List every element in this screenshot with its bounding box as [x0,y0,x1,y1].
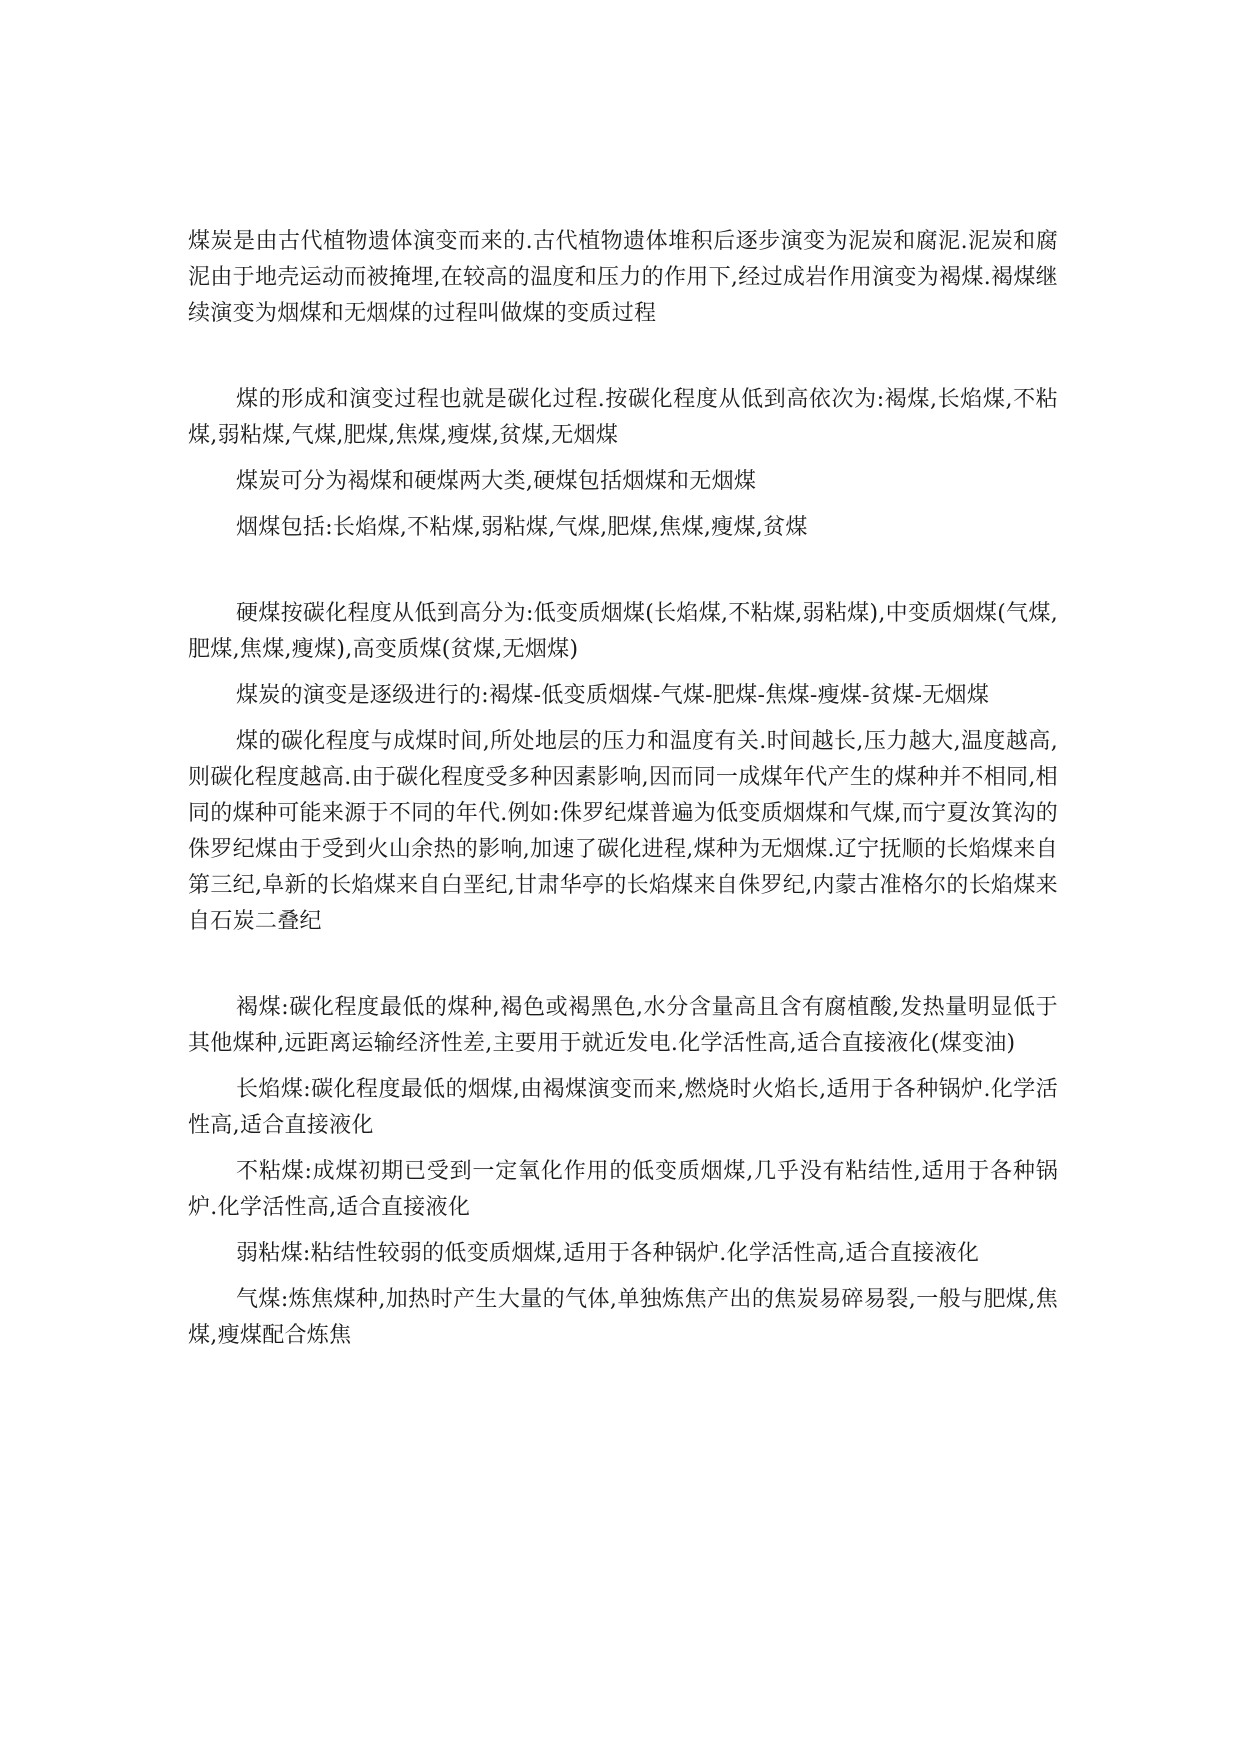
paragraph-carbonization-order: 煤的形成和演变过程也就是碳化过程.按碳化程度从低到高依次为:褐煤,长焰煤,不粘煤,弱粘煤,气煤,肥煤,焦煤,瘦煤,贫煤,无烟煤 [188,387,1058,448]
document-body [188,224,1058,1354]
paragraph-weak-caking-coal: 弱粘煤:粘结性较弱的低变质烟煤,适用于各种锅炉.化学活性高,适合直接液化 [236,1241,980,1266]
paragraph-coal-categories: 煤炭可分为褐煤和硬煤两大类,硬煤包括烟煤和无烟煤 [236,469,757,494]
paragraph-hard-coal-grades: 硬煤按碳化程度从低到高分为:低变质烟煤(长焰煤,不粘煤,弱粘煤),中变质烟煤(气煤,肥煤,焦煤,瘦煤),高变质煤(贫煤,无烟煤) [188,601,1058,662]
paragraph-coal-origin: 煤炭是由古代植物遗体演变而来的.古代植物遗体堆积后逐步演变为泥炭和腐泥.泥炭和腐泥由于地壳运动而被掩埋,在较高的温度和压力的作用下,经过成岩作用演变为褐煤.褐煤继续演变为烟煤和无烟煤的过程叫做煤的变质过程 [188,229,1058,326]
paragraph-gas-coal: 气煤:炼焦煤种,加热时产生大量的气体,单独炼焦产出的焦炭易碎易裂,一般与肥煤,焦煤,瘦煤配合炼焦 [188,1287,1058,1348]
paragraph-lignite: 褐煤:碳化程度最低的煤种,褐色或褐黑色,水分含量高且含有腐植酸,发热量明显低于其他煤种,远距离运输经济性差,主要用于就近发电.化学活性高,适合直接液化(煤变油) [188,995,1058,1056]
paragraph-long-flame-coal: 长焰煤:碳化程度最低的烟煤,由褐煤演变而来,燃烧时火焰长,适用于各种锅炉.化学活性高,适合直接液化 [188,1077,1058,1138]
paragraph-evolution-sequence: 煤炭的演变是逐级进行的:褐煤-低变质烟煤-气煤-肥煤-焦煤-瘦煤-贫煤-无烟煤 [236,683,990,708]
paragraph-carbonization-factors: 煤的碳化程度与成煤时间,所处地层的压力和温度有关.时间越长,压力越大,温度越高,则碳化程度越高.由于碳化程度受多种因素影响,因而同一成煤年代产生的煤种并不相同,相同的煤种可能来源于不同的年代.例如:侏罗纪煤普遍为低变质烟煤和气煤,而宁夏汝箕沟的侏罗纪煤由于受到火山余热的影响,加速了碳化进程,煤种为无烟煤.辽宁抚顺的长焰煤来自第三纪,阜新的长焰煤来自白垩纪,甘肃华亭的长焰煤来自侏罗纪,内蒙古准格尔的长焰煤来自石炭二叠纪 [188,729,1058,934]
paragraph-non-caking-coal: 不粘煤:成煤初期已受到一定氧化作用的低变质烟煤,几乎没有粘结性,适用于各种锅炉.化学活性高,适合直接液化 [188,1159,1058,1220]
paragraph-bituminous-types: 烟煤包括:长焰煤,不粘煤,弱粘煤,气煤,肥煤,焦煤,瘦煤,贫煤 [236,515,808,540]
